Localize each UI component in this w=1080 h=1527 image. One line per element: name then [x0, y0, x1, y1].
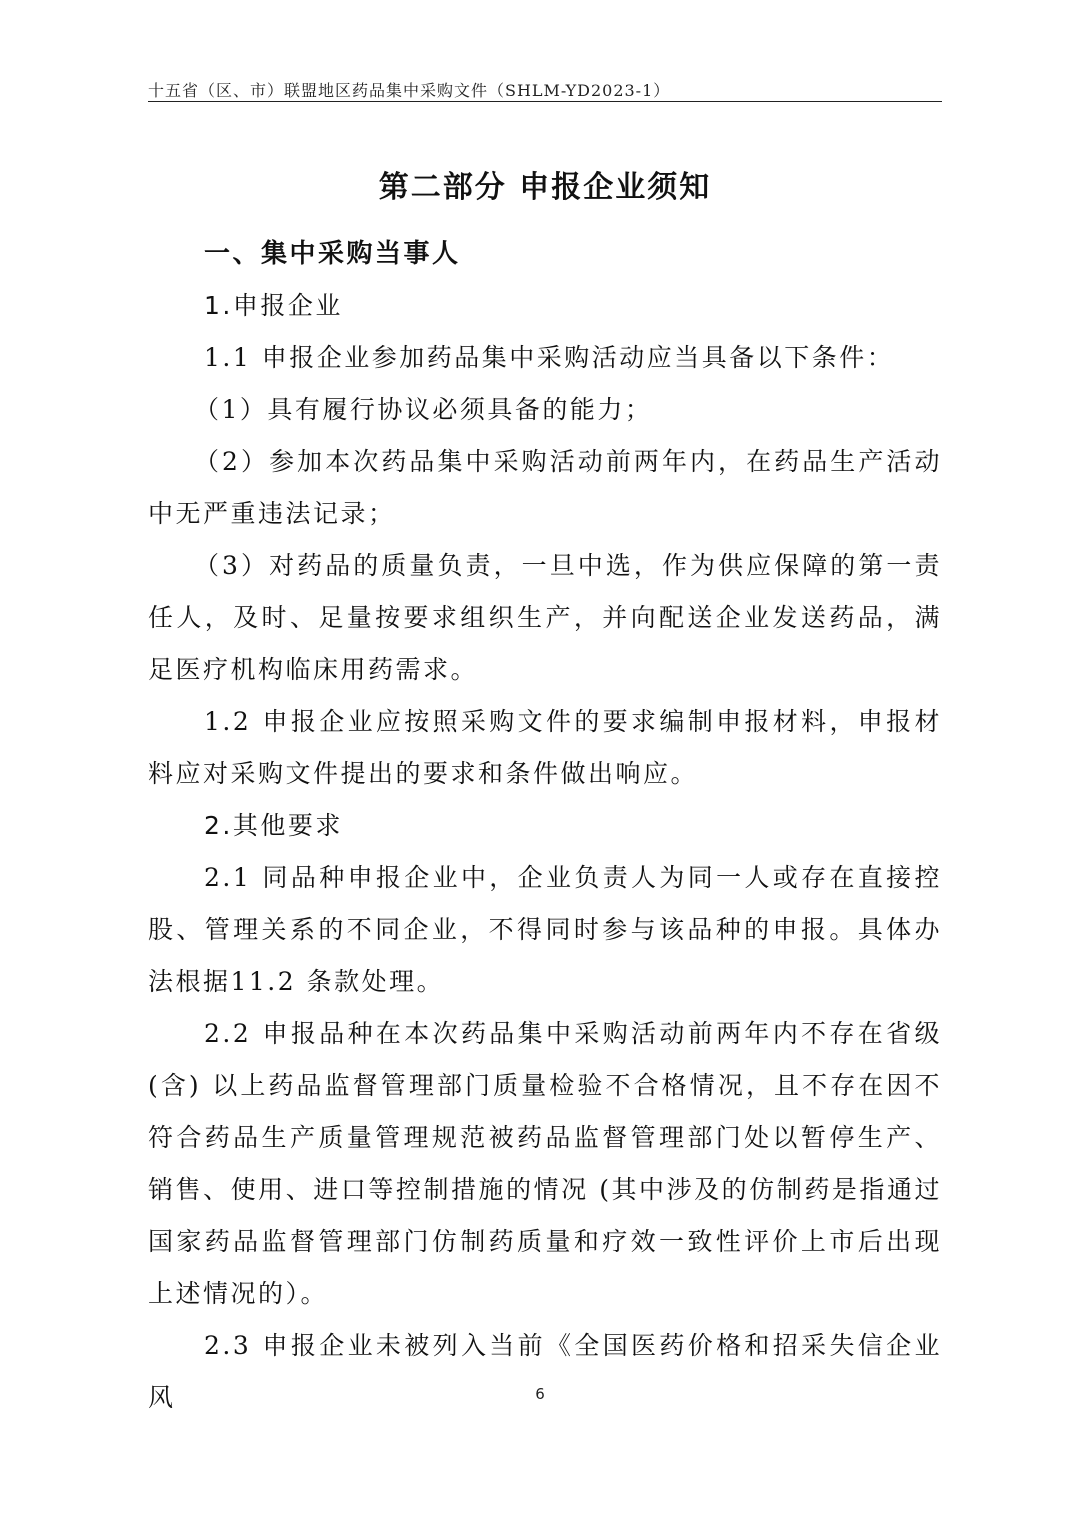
- subsection-heading-other-requirements: 2.其他要求: [204, 811, 343, 840]
- list-item-condition-3: （3）对药品的质量负责，一旦中选，作为供应保障的第一责任人，及时、足量按要求组织生产，并向配送企业发送药品，满足医疗机构临床用药需求。: [148, 551, 942, 684]
- header-rule: [148, 101, 942, 102]
- subsection-heading-applicant: 1.申报企业: [204, 291, 343, 320]
- part-title: 第二部分 申报企业须知: [378, 170, 712, 205]
- running-header: 十五省（区、市）联盟地区药品集中采购文件（SHLM-YD2023-1）: [148, 81, 671, 100]
- paragraph-2-3: 2.3 申报企业未被列入当前《全国医药价格和招采失信企业风: [148, 1331, 942, 1412]
- list-item-condition-2: （2）参加本次药品集中采购活动前两年内，在药品生产活动中无严重违法记录；: [148, 447, 942, 528]
- document-body: [148, 228, 942, 1424]
- paragraph-1-1: 1.1 申报企业参加药品集中采购活动应当具备以下条件：: [204, 343, 895, 372]
- list-item-condition-1: （1）具有履行协议必须具备的能力；: [194, 395, 653, 424]
- page-number: 6: [535, 1385, 545, 1403]
- paragraph-2-2: 2.2 申报品种在本次药品集中采购活动前两年内不存在省级(含) 以上药品监督管理部门质量检验不合格情况，且不存在因不符合药品生产质量管理规范被药品监督管理部门处以暂停生产、销售、使用、进口等控制措施的情况 (其中涉及的仿制药是指通过国家药品监督管理部门仿制药质量和疗效一致性评价上市后出现上述情况的）。: [148, 1019, 942, 1308]
- paragraph-2-1: 2.1 同品种申报企业中，企业负责人为同一人或存在直接控股、管理关系的不同企业，不得同时参与该品种的申报。具体办法根据11.2 条款处理。: [148, 863, 942, 996]
- paragraph-1-2: 1.2 申报企业应按照采购文件的要求编制申报材料，申报材料应对采购文件提出的要求和条件做出响应。: [148, 707, 942, 788]
- section-heading-parties: 一、集中采购当事人: [204, 239, 461, 269]
